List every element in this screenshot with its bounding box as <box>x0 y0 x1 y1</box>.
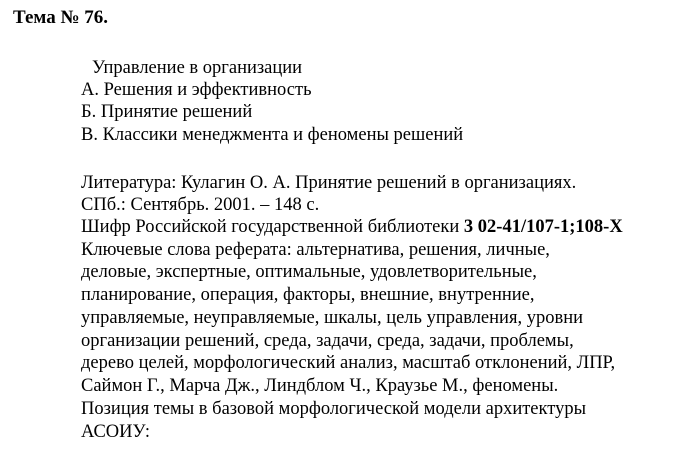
literature-line-1: Литература: Кулагин О. А. Принятие решений в организациях. <box>81 173 577 193</box>
library-cipher-line <box>81 216 623 238</box>
literature-line-2: СПб.: Сентябрь. 2001. – 148 с. <box>81 195 320 215</box>
keywords-line-2: деловые, экспертные, оптимальные, удовлетворительные, <box>81 262 537 282</box>
keywords-line-7: Саймон Г., Марча Дж., Линдблом Ч., Краузье М., феномены. <box>81 376 559 396</box>
keywords-line-4: управляемые, неуправляемые, шкалы, цель управления, уровни <box>81 308 583 328</box>
keywords-line-3: планирование, операция, факторы, внешние, внутренние, <box>81 285 535 305</box>
topic-number-title: Тема № 76. <box>13 7 109 28</box>
topic-heading: Управление в организации <box>92 58 303 78</box>
keywords-line-6: дерево целей, морфологический анализ, масштаб отклонений, ЛПР, <box>81 353 616 373</box>
keywords-line-5: организации решений, среда, задачи, среда, задачи, проблемы, <box>81 331 574 351</box>
keywords-line-1: Ключевые слова реферата: альтернатива, решения, личные, <box>81 240 550 260</box>
position-line-2: АСОИУ: <box>81 422 151 442</box>
topic-item-c: В. Классики менеджмента и феномены решений <box>81 125 464 145</box>
topic-item-a: А. Решения и эффективность <box>81 80 312 100</box>
position-line-1: Позиция темы в базовой морфологической модели архитектуры <box>81 399 587 419</box>
library-cipher-prefix: Шифр Российской государственной библиотеки <box>81 217 464 237</box>
library-cipher-code: 3 02-41/107-1;108-Х <box>463 217 623 237</box>
topic-item-b: Б. Принятие решений <box>81 102 253 122</box>
